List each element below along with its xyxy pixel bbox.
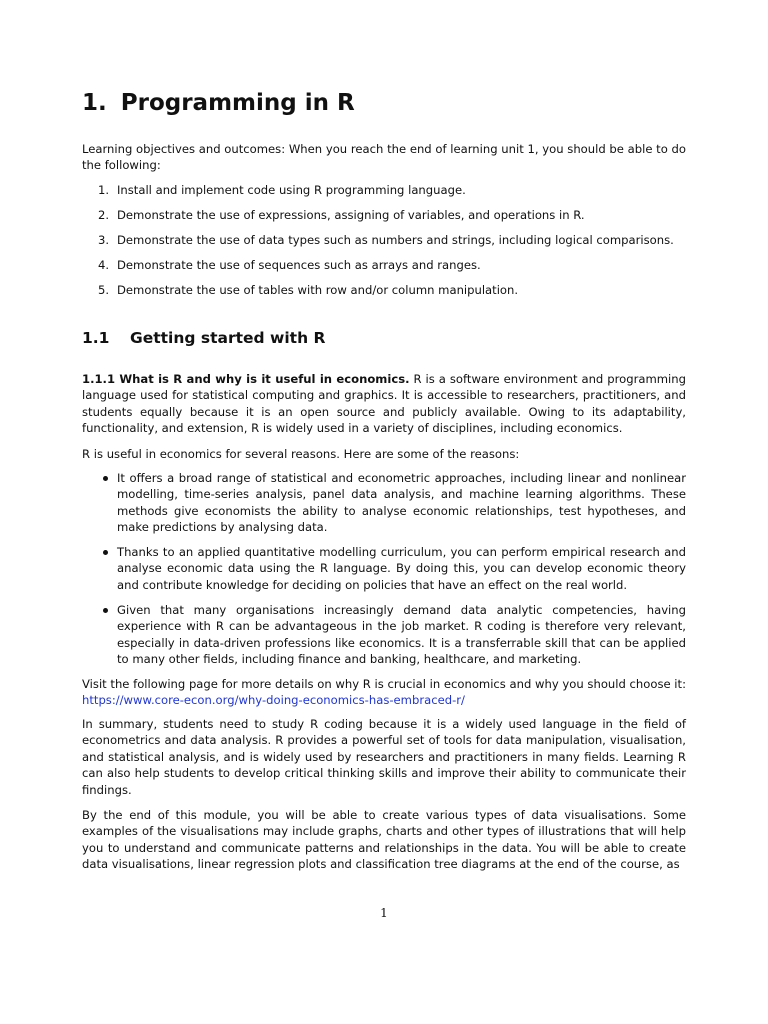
- chapter-title: [82, 88, 355, 118]
- objective-marker: 1.: [98, 183, 110, 197]
- subsection-heading: 1.1.1 What is R and why is it useful in economics.: [82, 372, 410, 386]
- core-econ-link[interactable]: https://www.core-econ.org/why-doing-economics-has-embraced-r/: [82, 693, 465, 708]
- reasons-intro: R is useful in economics for several reasons. Here are some of the reasons:: [82, 447, 520, 461]
- section-number: 1.1: [82, 329, 110, 347]
- objective-marker: 5.: [98, 283, 110, 297]
- bullet-icon: [103, 608, 108, 613]
- bullet-icon: [103, 476, 108, 481]
- page-number: 1: [380, 906, 388, 920]
- section-title: [82, 328, 325, 348]
- reason-item: [82, 470, 686, 544]
- bullet-icon: [103, 550, 108, 555]
- visit-paragraph: [82, 676, 686, 709]
- chapter-title-text: Programming in R: [120, 90, 355, 116]
- reasons-list: [82, 470, 686, 668]
- chapter-number: 1.: [82, 90, 107, 116]
- end-of-module-paragraph: By the end of this module, you will be able to create various types of data visualisations. Some examples of the visualisations may include graphs, charts and other types of illustrations that will help you to understand and communicate patterns and relationships in the data. You will be able to create data visualisations, linear regression plots and classification tree diagrams at the end of the course, as: [82, 808, 686, 872]
- subsection-paragraph: [82, 371, 686, 437]
- reason-text: Thanks to an applied quantitative modelling curriculum, you can perform empirical research and analyse economic data using the R language. By doing this, you can develop economic theory and contribute knowledge for deciding on policies that have an effect on the real world.: [117, 545, 686, 592]
- objective-marker: 2.: [98, 208, 110, 222]
- reason-text: Given that many organisations increasingly demand data analytic competencies, having experience with R can be advantageous in the job market. R coding is therefore very relevant, especially in data-driven professions like economics. It is a transferrable skill that can be applied to many other fields, including finance and banking, healthcare, and marketing.: [117, 603, 686, 667]
- objective-text: Demonstrate the use of tables with row and/or column manipulation.: [117, 283, 519, 297]
- objective-text: Demonstrate the use of expressions, assigning of variables, and operations in R.: [117, 208, 585, 222]
- objective-marker: 4.: [98, 258, 110, 272]
- section-title-text: Getting started with R: [130, 329, 326, 347]
- visit-text: Visit the following page for more details on why R is crucial in economics and why you should choose it:: [82, 677, 686, 691]
- learning-objectives-intro: Learning objectives and outcomes: When you reach the end of learning unit 1, you should be able to do the following:: [82, 142, 686, 173]
- objective-item: [82, 282, 686, 307]
- objective-text: Demonstrate the use of sequences such as arrays and ranges.: [117, 258, 481, 272]
- reason-text: It offers a broad range of statistical and econometric approaches, including linear and nonlinear modelling, time-series analysis, panel data analysis, and machine learning algorithms. These methods give economists the ability to analyse economic relationships, test hypotheses, and make predictions by analysing data.: [117, 471, 686, 535]
- objective-item: [82, 182, 686, 207]
- document-page: [82, 0, 686, 1024]
- objective-item: [82, 257, 686, 282]
- objectives-list: [82, 182, 686, 307]
- objective-item: [82, 232, 686, 257]
- objective-text: Install and implement code using R programming language.: [117, 183, 466, 197]
- reason-item: [82, 602, 686, 668]
- objective-text: Demonstrate the use of data types such as numbers and strings, including logical comparisons.: [117, 233, 674, 247]
- summary-paragraph: In summary, students need to study R coding because it is a widely used language in the field of econometrics and data analysis. R provides a powerful set of tools for data manipulation, visualisation, and statistical analysis, and is widely used by researchers and practitioners in many fields. Learning R can also help students to develop critical thinking skills and improve their ability to communicate their findings.: [82, 717, 686, 797]
- objective-marker: 3.: [98, 233, 110, 247]
- objective-item: [82, 207, 686, 232]
- subsection-text: R is a software environment and programming language used for statistical computing and graphics. It is accessible to researchers, practitioners, and students equally because it is an open source and publicly available. Owing to its adaptability, functionality, and extension, R is widely used in a variety of disciplines, including economics.: [82, 372, 686, 436]
- reason-item: [82, 544, 686, 602]
